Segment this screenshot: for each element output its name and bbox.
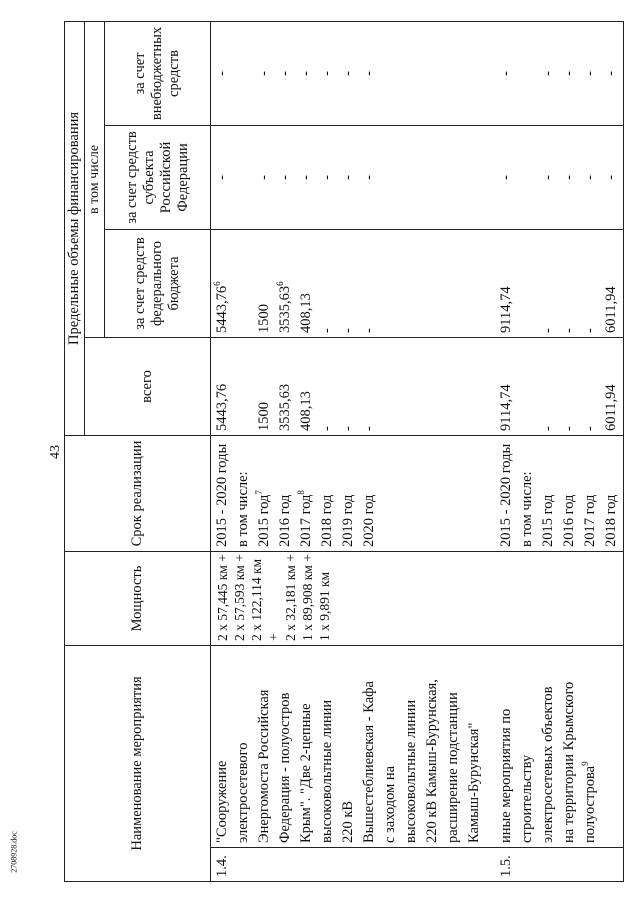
period-line: в том числе: [519, 471, 535, 547]
total-value [233, 342, 254, 431]
row-total [486, 338, 624, 436]
power-line: 2 x 57,593 км + [232, 554, 247, 641]
extra-value: - [277, 71, 293, 76]
header-federal: за счет средств федерального бюджета [105, 230, 211, 338]
header-name: Наименование мероприятия [65, 646, 211, 882]
name-line: иные мероприятия по [498, 708, 514, 843]
period-line: 2020 год [361, 494, 377, 547]
name-line: 220 кВ [340, 800, 356, 843]
period-line: 2018 год [603, 494, 619, 547]
federal-value: 1500 [256, 304, 272, 333]
name-line: высоковольтные линии [319, 699, 335, 843]
row-number: 1.4. [211, 848, 487, 882]
name-line: строительству [519, 754, 535, 843]
name-line: Вышестеблиевская - Кафа [361, 681, 377, 843]
name-line: расширение подстанции [445, 692, 461, 843]
period-line: 2015 - 2020 годы [498, 443, 514, 547]
total-value: 1500 [256, 402, 272, 431]
period-line: 2015 - 2020 годы [214, 443, 230, 547]
federal-value: 3535,63$^6$ [275, 281, 293, 333]
federal-value: 9114,74 [498, 286, 514, 333]
regional-value [517, 130, 538, 225]
federal-value [517, 234, 538, 333]
regional-value: - [498, 175, 514, 180]
header-power: Мощность [65, 552, 211, 646]
row-federal [211, 230, 487, 338]
total-value: 5443,76 [214, 383, 230, 431]
name-line: высоковольтные линии [403, 699, 419, 843]
name-line: с заходом на [382, 765, 398, 843]
row-extra [486, 21, 624, 125]
federal-value: - [361, 328, 377, 333]
row-period [486, 436, 624, 552]
name-line: 220 кВ Камыш-Бурунская, [424, 679, 440, 843]
extra-value: - [561, 71, 577, 76]
regional-value [233, 130, 254, 225]
extra-value: - [319, 71, 335, 76]
regional-value: - [540, 175, 556, 180]
total-value: - [340, 426, 356, 431]
extra-value: - [603, 71, 619, 76]
row-name [211, 646, 487, 848]
federal-value: 6011,94 [603, 286, 619, 333]
name-line: Камыш-Бурунская" [466, 722, 482, 843]
name-line: Федерация - полуостров [277, 692, 293, 843]
extra-value: - [298, 71, 314, 76]
period-line: 2017 год [582, 494, 598, 547]
regional-value: - [319, 175, 335, 180]
name-line: электросетевых объектов [540, 686, 556, 843]
extra-value: - [582, 71, 598, 76]
row-regional [211, 126, 487, 230]
power-line: + [266, 633, 281, 641]
extra-value: - [540, 71, 556, 76]
row-name [486, 646, 624, 848]
extra-value: - [214, 71, 230, 76]
period-line: 2015 год$^7$ [254, 490, 272, 547]
regional-value: - [603, 175, 619, 180]
total-value: - [319, 426, 335, 431]
row-power [211, 552, 487, 646]
regional-value: - [214, 175, 230, 180]
extra-value: - [498, 71, 514, 76]
regional-value: - [561, 175, 577, 180]
footnote-marker: 6 [212, 281, 223, 286]
row-power [486, 552, 624, 646]
regional-value: - [582, 175, 598, 180]
header-regional: за счет средств субъекта Российской Федерации [105, 126, 211, 230]
period-line: 2017 год$^8$ [296, 490, 314, 547]
extra-value: - [256, 71, 272, 76]
power-line: 2 x 57,445 км + [215, 554, 230, 641]
row-total [211, 338, 487, 436]
period-line: 2018 год [319, 494, 335, 547]
table-row [486, 21, 624, 881]
rotated-page [64, 22, 640, 882]
footnote-marker: 8 [296, 490, 307, 495]
total-value [517, 342, 538, 431]
federal-value: - [540, 328, 556, 333]
period-line: 2016 год [561, 494, 577, 547]
extra-value [233, 26, 254, 121]
name-line: полуострова$^9$ [580, 761, 598, 843]
federal-value: - [561, 328, 577, 333]
power-line: 2 x 32,181 км + [283, 554, 298, 641]
power-line: 2 x 122,114 км [249, 558, 264, 641]
name-line: Крым". "Две 2-цепные [298, 703, 314, 843]
header-including: в том числе [85, 21, 105, 337]
table-row [211, 21, 487, 881]
regional-value: - [298, 175, 314, 180]
header-period: Срок реализации [65, 436, 211, 552]
total-value: - [540, 426, 556, 431]
row-extra [211, 21, 487, 125]
footnote-marker: 7 [254, 490, 265, 495]
total-value: - [361, 426, 377, 431]
footnote-marker: 6 [275, 281, 286, 286]
row-period [211, 436, 487, 552]
total-value: - [582, 426, 598, 431]
footnote-marker: 9 [580, 761, 591, 766]
federal-value: 5443,76$^6$ [212, 281, 230, 333]
regional-value: - [277, 175, 293, 180]
row-federal [486, 230, 624, 338]
footer-doc-code: 2708928.doc [9, 831, 19, 873]
period-line: в том числе: [235, 471, 251, 547]
power-line: 1 x 9,891 км [317, 571, 332, 641]
name-line: Энергомоста Российская [256, 689, 272, 843]
total-value: 3535,63 [277, 383, 293, 431]
header-extra: за счет внебюджетных средств [105, 21, 211, 125]
period-line: 2019 год [340, 494, 356, 547]
total-value: 408,13 [298, 391, 314, 431]
period-line: 2016 год [277, 494, 293, 547]
federal-value: - [340, 328, 356, 333]
name-line: на территории Крымского [561, 681, 577, 843]
total-value: 9114,74 [498, 384, 514, 431]
page-number: 43 [48, 445, 63, 459]
name-line: электросетевого [235, 742, 251, 843]
period-line: 2015 год [540, 494, 556, 547]
regional-value: - [256, 175, 272, 180]
total-value: 6011,94 [603, 384, 619, 431]
header-total: всего [85, 338, 211, 436]
financing-table [64, 21, 624, 882]
federal-value: 408,13 [298, 293, 314, 333]
row-number: 1.5. [486, 848, 624, 882]
row-regional [486, 126, 624, 230]
extra-value: - [361, 71, 377, 76]
federal-value: - [319, 328, 335, 333]
total-value: - [561, 426, 577, 431]
federal-value [233, 234, 254, 333]
federal-value: - [582, 328, 598, 333]
regional-value: - [361, 175, 377, 180]
power-line: 1 x 89,908 км + [300, 554, 315, 641]
extra-value: - [340, 71, 356, 76]
regional-value: - [340, 175, 356, 180]
extra-value [517, 26, 538, 121]
header-limits: Предельные объемы финансирования [65, 21, 85, 435]
name-line: "Сооружение [214, 760, 230, 843]
